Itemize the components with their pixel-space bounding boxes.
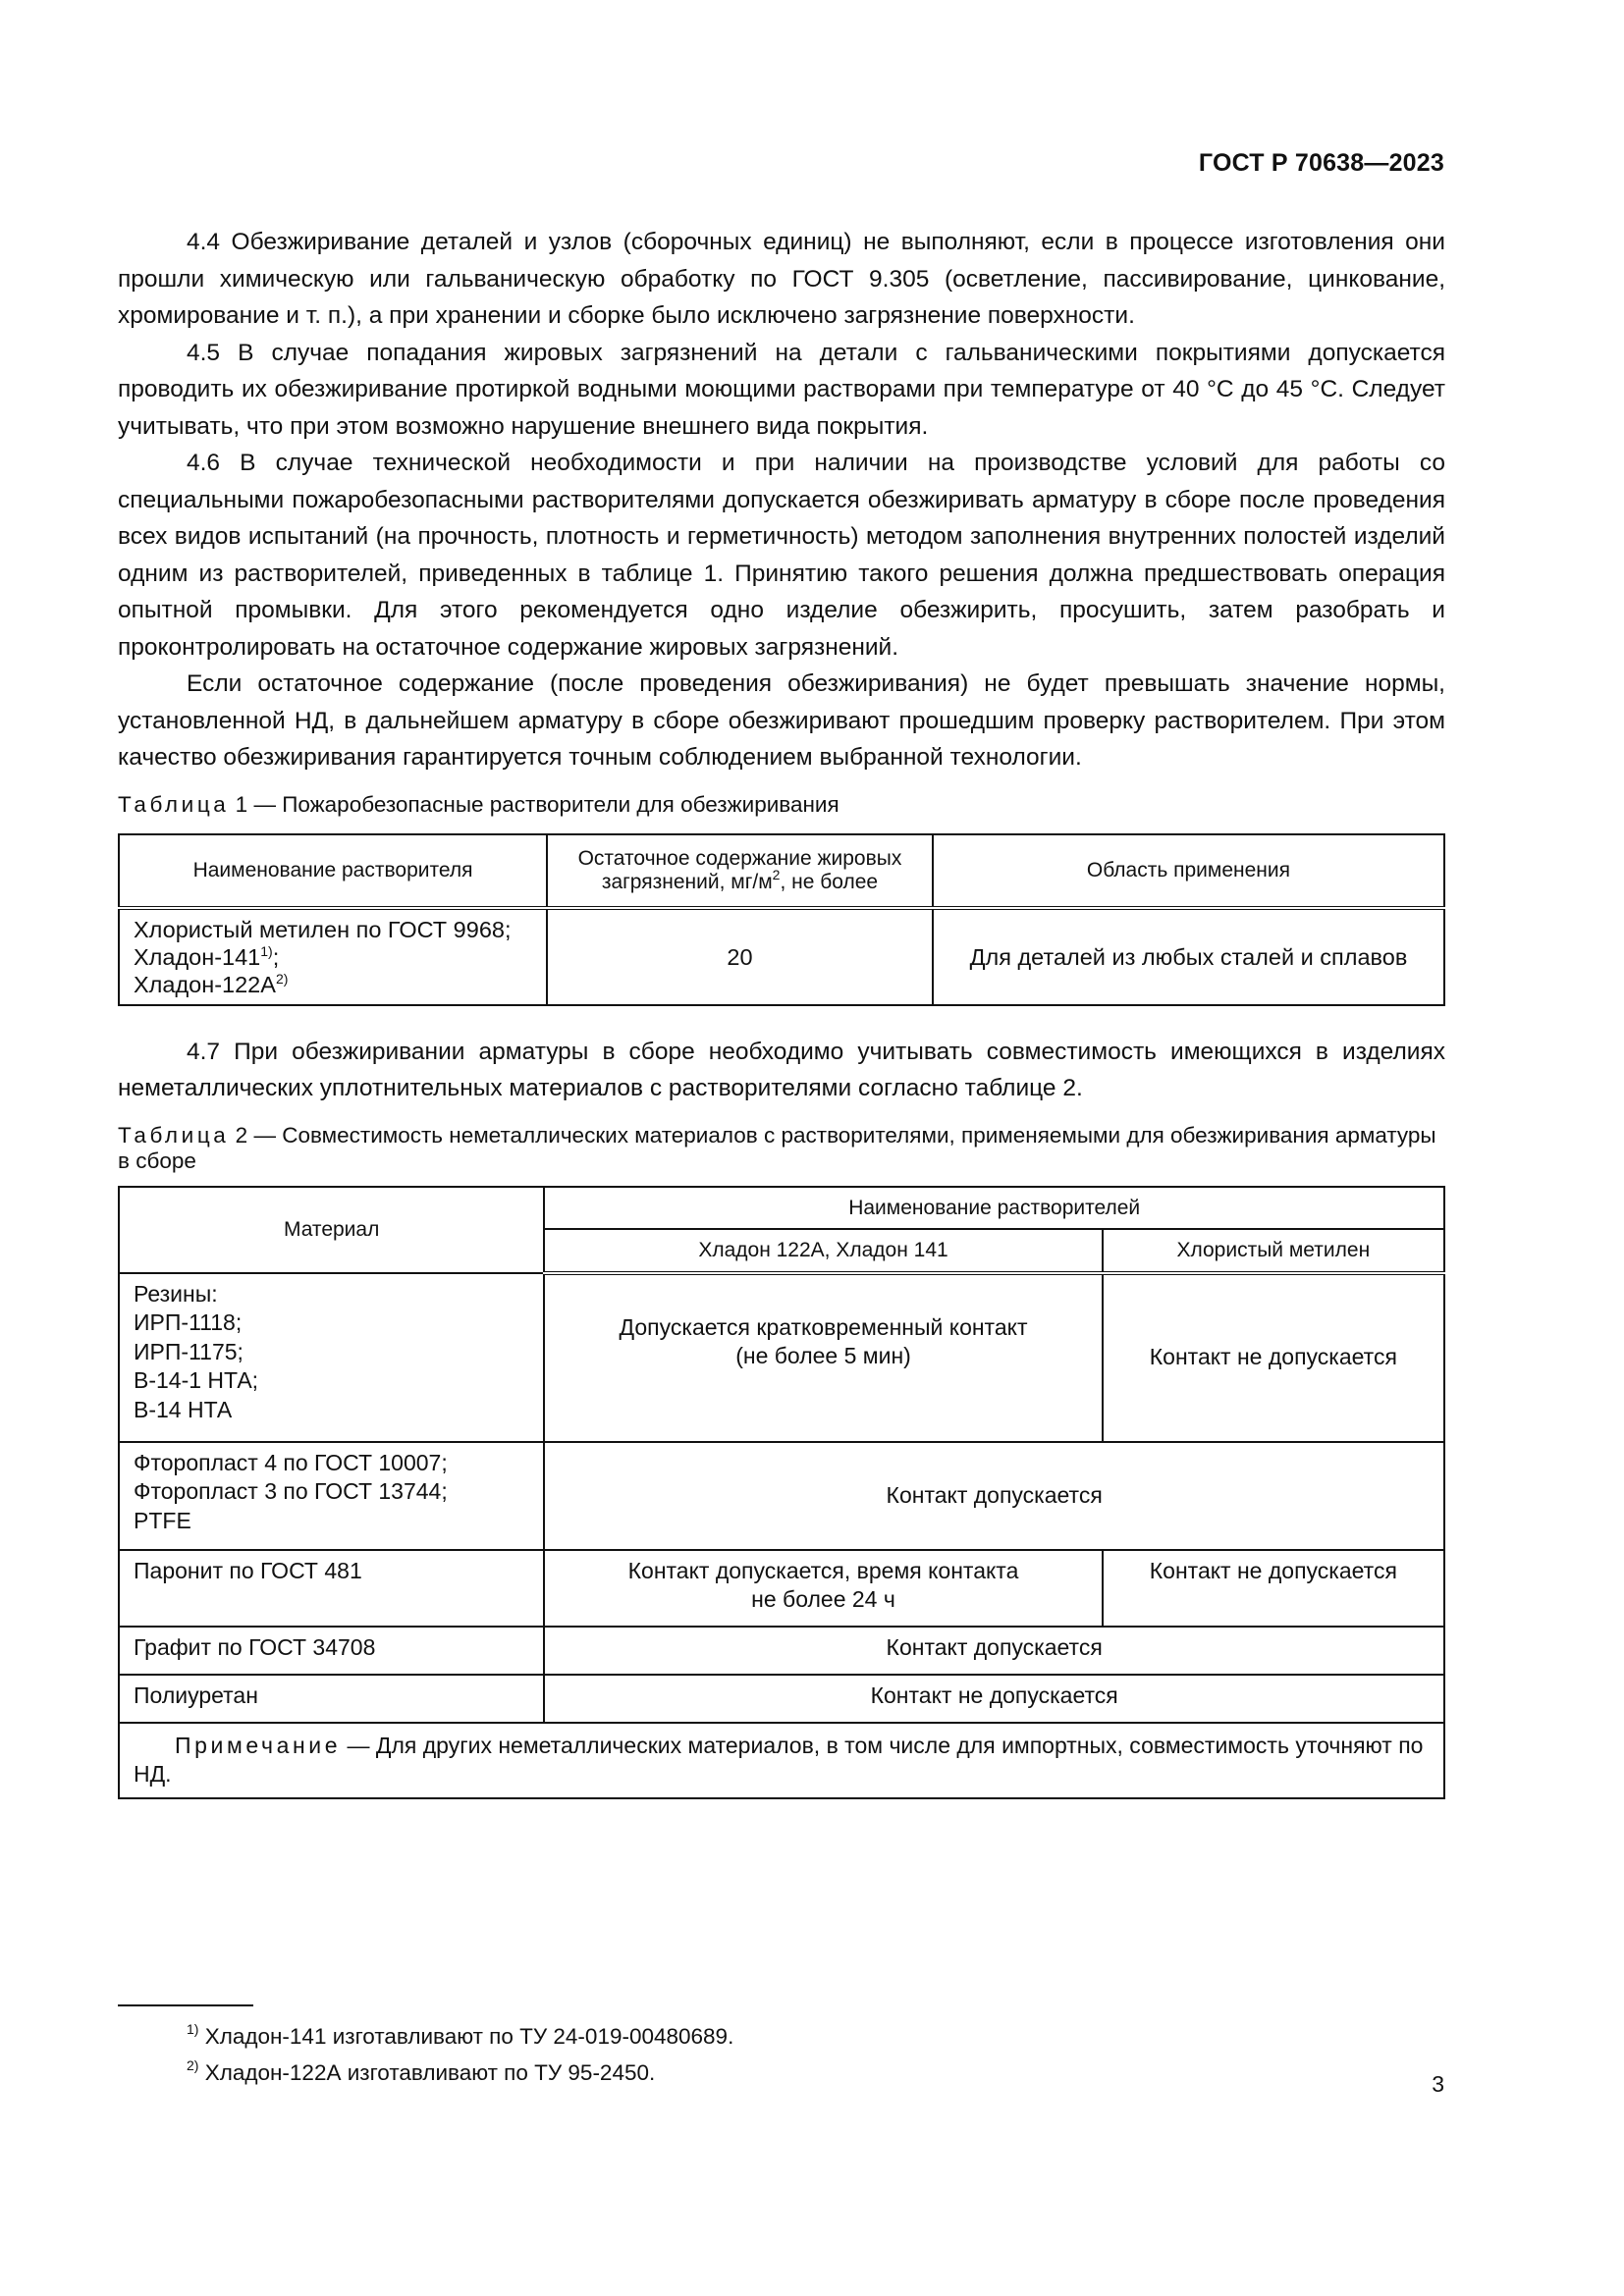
- table2-note-row: [119, 1723, 1444, 1798]
- document-id-header: ГОСТ Р 70638—2023: [1198, 149, 1444, 177]
- table-2: [118, 1186, 1445, 1799]
- table2-header-row: [119, 1187, 1444, 1230]
- note-label: Примечание: [175, 1732, 342, 1758]
- table2-note: [119, 1723, 1444, 1798]
- table-row: [119, 1442, 1444, 1550]
- table-row: [119, 1273, 1444, 1442]
- table1-header-scope: Область применения: [933, 834, 1444, 908]
- table-row: [119, 908, 1444, 1005]
- paragraph-4-6: 4.6 В случае технической необходимости и при наличии на производстве условий для работы со специальными пожаробезопасными растворителями допускается обезжиривать арматуру в сборе после проведения всех видов испытаний (на прочность, плотность и герметичность) методом заполнения внутренних полостей изделий одним из растворителей, приведенных в таблице 1. Принятию такого решения должна предшествовать операция опытной промывки. Для этого рекомендуется одно изделие обезжирить, просушить, затем разобрать и проконтролировать на остаточное содержание жировых загрязнений.: [118, 450, 1445, 661]
- note-text: — Для других неметаллических материалов, в том числе для импортных, совместимость уточняют по НД.: [134, 1732, 1424, 1787]
- table-row: [119, 1550, 1444, 1627]
- paragraph-4-6-continued: Если остаточное содержание (после проведения обезжиривания) не будет превышать значение нормы, установленной НД, в дальнейшем арматуру в сборе обезжиривают прошедшим проверку растворителем. При этом качество обезжиривания гарантируется точным соблюдением выбранной технологии.: [118, 670, 1445, 771]
- table1-header-row: [119, 834, 1444, 908]
- footnote-2: $^{2)}$ Хладон-122А изготавливают по ТУ 95-2450.: [187, 2057, 656, 2085]
- table1-header-residual: Остаточное содержание жировых загрязнений, $мг/м^2$, не более: [547, 834, 933, 908]
- table2-caption-text: 2 — Совместимость неметаллических материалов с растворителями, применяемыми для обезжиривания арматуры в сборе: [118, 1122, 1436, 1173]
- table-1: [118, 833, 1445, 1006]
- table2-cell-material: Паронит по ГОСТ 481: [119, 1550, 544, 1627]
- table2-cell-material: Резины: ИРП-1118; ИРП-1175; В-14-1 НТА; В-14 НТА: [119, 1273, 544, 1442]
- table2-cell-material: Полиуретан: [119, 1675, 544, 1723]
- table2-cell-col-a: Контакт допускается, время контакта не более 24 ч: [544, 1550, 1102, 1627]
- table2-cell-merged: Контакт допускается: [544, 1442, 1444, 1550]
- table2-header-col-a: Хладон 122А, Хладон 141: [544, 1229, 1102, 1273]
- table1-cell-value: 20: [547, 908, 933, 1005]
- table1-caption: [118, 792, 1445, 818]
- table1-label: Таблица: [118, 791, 230, 817]
- table2-cell-merged: Контакт допускается: [544, 1627, 1444, 1675]
- table-row: [119, 1627, 1444, 1675]
- table2-label: Таблица: [118, 1122, 230, 1148]
- table1-cell-scope: Для деталей из любых сталей и сплавов: [933, 908, 1444, 1005]
- table2-header-col-b: Хлористый метилен: [1103, 1229, 1444, 1273]
- paragraph-4-4: 4.4 Обезжиривание деталей и узлов (сборочных единиц) не выполняют, если в процессе изготовления они прошли химическую или гальваническую обработку по ГОСТ 9.305 (осветление, пассивирование, цинкование, хромирование и т. п.), а при хранении и сборке было исключено загрязнение поверхности.: [118, 229, 1445, 329]
- paragraph-4-7: 4.7 При обезжиривании арматуры в сборе необходимо учитывать совместимость имеющихся в изделиях неметаллических уплотнительных материалов с растворителями согласно таблице 2.: [118, 1038, 1445, 1101]
- table1-caption-text: 1 — Пожаробезопасные растворители для обезжиривания: [229, 791, 839, 817]
- table2-cell-material: Фторопласт 4 по ГОСТ 10007; Фторопласт 3 по ГОСТ 13744; PTFE: [119, 1442, 544, 1550]
- table2-cell-col-b: Контакт не допускается: [1103, 1550, 1444, 1627]
- table1-header-solvent: Наименование растворителя: [119, 834, 547, 908]
- page-number: 3: [1432, 2071, 1444, 2097]
- footnote-divider: [118, 2004, 253, 2006]
- table2-cell-col-a: Допускается кратковременный контакт (не более 5 мин): [544, 1273, 1102, 1442]
- footnote-1: $^{1)}$ Хладон-141 изготавливают по ТУ 24-019-00480689.: [187, 2021, 734, 2049]
- table2-cell-col-b: Контакт не допускается: [1103, 1273, 1444, 1442]
- table1-cell-solvent: Хлористый метилен по ГОСТ 9968; Хладон-141$^{1)}$; Хладон-$122А^{2)}$: [119, 908, 547, 1005]
- page-content: [118, 224, 1445, 1799]
- paragraph-4-5: 4.5 В случае попадания жировых загрязнений на детали с гальваническими покрытиями допускается проводить их обезжиривание протиркой водными моющими растворами при температуре от 40 °С до 45 °С. Следует учитывать, что при этом возможно нарушение внешнего вида покрытия.: [118, 339, 1445, 440]
- table2-header-solvents: Наименование растворителей: [544, 1187, 1444, 1230]
- table2-cell-merged: Контакт не допускается: [544, 1675, 1444, 1723]
- table2-header-material: Материал: [119, 1187, 544, 1273]
- table2-caption: [118, 1123, 1445, 1174]
- table2-cell-material: Графит по ГОСТ 34708: [119, 1627, 544, 1675]
- footnotes: [118, 2004, 1001, 2091]
- table-row: [119, 1675, 1444, 1723]
